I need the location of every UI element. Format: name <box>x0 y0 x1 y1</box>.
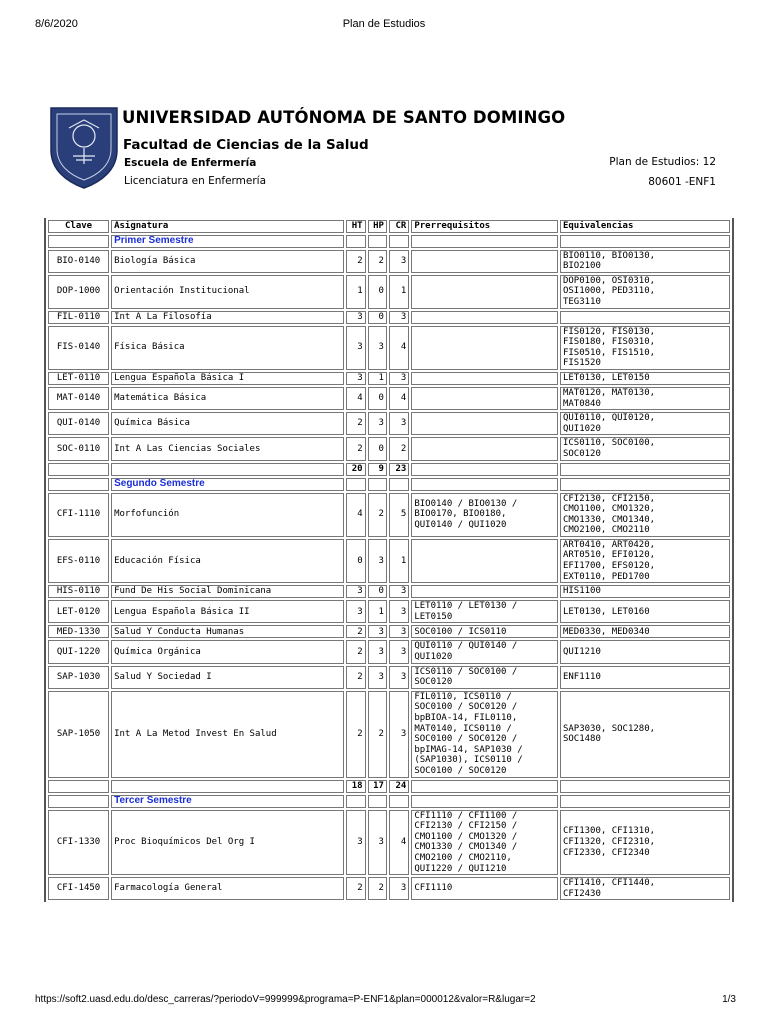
course-equiv <box>560 691 730 778</box>
course-prereq-line: QUI0110 / QUI0140 / <box>414 641 518 652</box>
course-name: Morfofunción <box>111 493 344 537</box>
course-cr: 3 <box>389 250 409 273</box>
course-equiv-line: DOP0100, OSI0310, <box>562 275 656 286</box>
course-equiv-line: QUI1210 <box>562 646 601 657</box>
course-prereq-line: CFI1110 / CFI1100 / <box>414 810 518 821</box>
course-prereq-line: ICS0110 / SOC0100 / <box>414 666 518 677</box>
header-ht: HT <box>346 220 365 233</box>
course-cr: 3 <box>389 311 409 324</box>
course-equiv <box>560 311 730 324</box>
course-prereq-line: CMO1100 / CMO1320 / <box>414 831 518 842</box>
course-ht: 2 <box>346 412 365 435</box>
table-row <box>48 311 730 324</box>
course-prereq-line: QUI1020 <box>414 652 453 663</box>
course-name: Física Básica <box>111 326 344 370</box>
course-code: CFI-1450 <box>48 877 109 900</box>
empty-cell <box>389 235 409 248</box>
course-equiv-line: BIO2100 <box>562 261 601 272</box>
course-equiv-line: CFI1410, CFI1440, <box>562 878 656 889</box>
empty-cell <box>111 463 344 476</box>
course-code: QUI-0140 <box>48 412 109 435</box>
program-name: Licenciatura en Enfermería <box>124 175 267 187</box>
course-equiv <box>560 625 730 638</box>
empty-cell <box>411 795 558 808</box>
header-prerrequisitos: Prerrequisitos <box>411 220 558 233</box>
course-code: SAP-1050 <box>48 691 109 778</box>
course-hp: 3 <box>368 539 387 583</box>
course-prereq <box>411 691 558 778</box>
course-equiv-line: EXT0110, PED1700 <box>562 571 650 582</box>
course-prereq-line: MAT0140, ICS0110 / <box>414 723 512 734</box>
course-equiv-line: SOC0120 <box>562 448 601 459</box>
course-equiv <box>560 493 730 537</box>
course-hp: 2 <box>368 250 387 273</box>
course-cr: 3 <box>389 585 409 598</box>
course-equiv-line: EFI1700, EFS0120, <box>562 561 656 572</box>
course-equiv <box>560 437 730 460</box>
course-cr: 4 <box>389 387 409 410</box>
empty-cell <box>48 478 109 491</box>
course-prereq-line: SOC0120 <box>414 677 453 688</box>
course-hp: 3 <box>368 810 387 876</box>
empty-cell <box>411 478 558 491</box>
course-code: SAP-1030 <box>48 666 109 689</box>
header-clave: Clave <box>48 220 109 233</box>
course-prereq <box>411 666 558 689</box>
total-cr: 24 <box>389 780 409 793</box>
course-hp: 0 <box>368 311 387 324</box>
course-prereq-line: LET0150 <box>414 611 453 622</box>
course-code: EFS-0110 <box>48 539 109 583</box>
header-cr: CR <box>389 220 409 233</box>
course-equiv-line: SAP3030, SOC1280, <box>562 723 656 734</box>
course-equiv-line: HIS1100 <box>562 586 601 597</box>
course-ht: 3 <box>346 311 365 324</box>
course-name: Lengua Española Básica II <box>111 600 344 623</box>
course-name: Fund De His Social Dominicana <box>111 585 344 598</box>
semester-total-row <box>48 463 730 476</box>
course-hp: 1 <box>368 600 387 623</box>
course-prereq <box>411 326 558 370</box>
course-ht: 1 <box>346 275 365 309</box>
course-ht: 4 <box>346 493 365 537</box>
table-row <box>48 600 730 623</box>
course-ht: 3 <box>346 600 365 623</box>
course-equiv-line: FIS1520 <box>562 358 601 369</box>
course-prereq <box>411 539 558 583</box>
course-hp: 3 <box>368 412 387 435</box>
course-prereq <box>411 625 558 638</box>
course-cr: 3 <box>389 877 409 900</box>
course-code: LET-0120 <box>48 600 109 623</box>
print-title: Plan de Estudios <box>342 18 426 30</box>
course-prereq <box>411 810 558 876</box>
empty-cell <box>346 235 365 248</box>
course-equiv <box>560 666 730 689</box>
table-row <box>48 275 730 309</box>
course-equiv-line: CFI2130, CFI2150, <box>562 493 656 504</box>
course-code: BIO-0140 <box>48 250 109 273</box>
course-ht: 3 <box>346 810 365 876</box>
table-header-row <box>48 220 730 233</box>
course-equiv-line: CMO1100, CMO1320, <box>562 504 656 515</box>
course-equiv-line: TEG3110 <box>562 296 601 307</box>
total-hp: 17 <box>368 780 387 793</box>
course-name: Química Básica <box>111 412 344 435</box>
course-equiv <box>560 810 730 876</box>
table-row <box>48 666 730 689</box>
empty-cell <box>48 780 109 793</box>
course-equiv <box>560 372 730 385</box>
course-prereq <box>411 600 558 623</box>
course-equiv-line: FIS0510, FIS1510, <box>562 347 656 358</box>
empty-cell <box>48 795 109 808</box>
course-code: SOC-0110 <box>48 437 109 460</box>
course-equiv-line: MAT0120, MAT0130, <box>562 387 656 398</box>
footer-url: https://soft2.uasd.edu.do/desc_carreras/?periodoV=999999&programa=P-ENF1&plan=000012&valor=R&lugar=2 <box>35 994 536 1005</box>
course-hp: 3 <box>368 666 387 689</box>
table-row <box>48 691 730 778</box>
course-equiv-line: CMO2100, CMO2110 <box>562 525 650 536</box>
course-ht: 2 <box>346 691 365 778</box>
course-prereq <box>411 493 558 537</box>
course-name: Educación Física <box>111 539 344 583</box>
course-equiv-line: CFI2430 <box>562 888 601 899</box>
table-row <box>48 437 730 460</box>
course-equiv-line: QUI1020 <box>562 423 601 434</box>
course-hp: 3 <box>368 625 387 638</box>
course-ht: 4 <box>346 387 365 410</box>
course-equiv <box>560 539 730 583</box>
university-seal-logo <box>47 104 121 190</box>
empty-cell <box>560 235 730 248</box>
course-prereq-line: bpIMAG-14, SAP1030 / <box>414 744 523 755</box>
semester-header-row <box>48 478 730 491</box>
course-equiv-line: ART0510, EFI0120, <box>562 550 656 561</box>
course-equiv <box>560 326 730 370</box>
course-hp: 3 <box>368 326 387 370</box>
course-hp: 2 <box>368 493 387 537</box>
empty-cell <box>411 780 558 793</box>
course-prereq-line: bpBIOA-14, FIL0110, <box>414 713 518 723</box>
course-equiv-line: MED0330, MED0340 <box>562 626 650 637</box>
course-prereq-line: CFI1110 <box>414 883 453 894</box>
curriculum-table-wrapper <box>44 218 734 902</box>
course-prereq <box>411 640 558 663</box>
course-equiv-line: CFI2330, CFI2340 <box>562 847 650 858</box>
course-ht: 2 <box>346 877 365 900</box>
course-equiv-line: LET0130, LET0160 <box>562 606 650 617</box>
empty-cell <box>411 463 558 476</box>
course-hp: 3 <box>368 640 387 663</box>
course-equiv-line: BIO0110, BIO0130, <box>562 250 656 261</box>
course-prereq <box>411 250 558 273</box>
empty-cell <box>560 463 730 476</box>
course-code: FIS-0140 <box>48 326 109 370</box>
course-code: MAT-0140 <box>48 387 109 410</box>
course-prereq-line: BIO0140 / BIO0130 / <box>414 498 518 509</box>
course-hp: 0 <box>368 275 387 309</box>
course-code: DOP-1000 <box>48 275 109 309</box>
course-cr: 3 <box>389 691 409 778</box>
course-equiv <box>560 250 730 273</box>
course-equiv <box>560 275 730 309</box>
university-name: UNIVERSIDAD AUTÓNOMA DE SANTO DOMINGO <box>122 108 566 127</box>
course-prereq-line: CMO1330 / CMO1340 / <box>414 842 518 853</box>
total-ht: 20 <box>346 463 365 476</box>
table-row <box>48 387 730 410</box>
course-prereq-line: BIO0170, BIO0180, <box>414 509 507 520</box>
total-cr: 23 <box>389 463 409 476</box>
course-equiv-line: ENF1110 <box>562 671 601 682</box>
course-name: Química Orgánica <box>111 640 344 663</box>
print-date: 8/6/2020 <box>35 18 78 30</box>
course-equiv-line: LET0130, LET0150 <box>562 373 650 384</box>
course-cr: 1 <box>389 275 409 309</box>
course-prereq-line: SOC0100 / ICS0110 <box>414 626 507 637</box>
course-name: Int A Las Ciencias Sociales <box>111 437 344 460</box>
curriculum-table <box>46 218 732 902</box>
semester-name: Tercer Semestre <box>111 795 344 808</box>
course-name: Matemática Básica <box>111 387 344 410</box>
course-code: HIS-0110 <box>48 585 109 598</box>
course-equiv-line: CFI1320, CFI2310, <box>562 837 656 848</box>
table-row <box>48 250 730 273</box>
course-equiv <box>560 412 730 435</box>
course-ht: 3 <box>346 326 365 370</box>
footer-page-number: 1/3 <box>722 994 736 1005</box>
table-row <box>48 625 730 638</box>
course-ht: 2 <box>346 437 365 460</box>
course-cr: 3 <box>389 625 409 638</box>
course-equiv-line: OSI1000, PED3110, <box>562 286 656 297</box>
empty-cell <box>560 780 730 793</box>
school-name: Escuela de Enfermería <box>124 157 257 169</box>
course-cr: 1 <box>389 539 409 583</box>
course-hp: 0 <box>368 387 387 410</box>
course-equiv-line: MAT0840 <box>562 398 601 409</box>
table-row <box>48 640 730 663</box>
table-row <box>48 493 730 537</box>
course-ht: 2 <box>346 640 365 663</box>
course-prereq <box>411 877 558 900</box>
course-code: CFI-1110 <box>48 493 109 537</box>
course-name: Farmacología General <box>111 877 344 900</box>
course-code: FIL-0110 <box>48 311 109 324</box>
table-row <box>48 810 730 876</box>
empty-cell <box>389 795 409 808</box>
empty-cell <box>560 795 730 808</box>
course-cr: 5 <box>389 493 409 537</box>
course-equiv-line: SOC1480 <box>562 734 601 745</box>
course-prereq-line: LET0110 / LET0130 / <box>414 601 518 612</box>
empty-cell <box>368 478 387 491</box>
course-equiv-line: QUI0110, QUI0120, <box>562 413 656 424</box>
course-prereq <box>411 311 558 324</box>
course-code: QUI-1220 <box>48 640 109 663</box>
course-cr: 4 <box>389 326 409 370</box>
empty-cell <box>346 478 365 491</box>
course-prereq <box>411 412 558 435</box>
empty-cell <box>560 478 730 491</box>
course-equiv <box>560 877 730 900</box>
course-ht: 2 <box>346 666 365 689</box>
semester-header-row <box>48 795 730 808</box>
table-row <box>48 877 730 900</box>
course-prereq-line: SOC0100 / SOC0120 <box>414 765 507 776</box>
course-name: Biología Básica <box>111 250 344 273</box>
semester-name: Primer Semestre <box>111 235 344 248</box>
table-row <box>48 412 730 435</box>
table-row <box>48 585 730 598</box>
course-hp: 0 <box>368 585 387 598</box>
course-name: Salud Y Sociedad I <box>111 666 344 689</box>
table-row <box>48 326 730 370</box>
course-prereq <box>411 372 558 385</box>
course-equiv <box>560 585 730 598</box>
course-name: Int A La Metod Invest En Salud <box>111 691 344 778</box>
course-ht: 2 <box>346 250 365 273</box>
empty-cell <box>48 235 109 248</box>
semester-name: Segundo Semestre <box>111 478 344 491</box>
empty-cell <box>346 795 365 808</box>
course-hp: 0 <box>368 437 387 460</box>
empty-cell <box>368 795 387 808</box>
total-ht: 18 <box>346 780 365 793</box>
empty-cell <box>111 780 344 793</box>
empty-cell <box>48 463 109 476</box>
course-equiv-line: FIS0180, FIS0310, <box>562 337 656 348</box>
course-hp: 2 <box>368 691 387 778</box>
course-cr: 3 <box>389 640 409 663</box>
course-equiv-line: ART0410, ART0420, <box>562 539 656 550</box>
course-name: Orientación Institucional <box>111 275 344 309</box>
course-name: Lengua Española Básica I <box>111 372 344 385</box>
course-prereq <box>411 585 558 598</box>
course-hp: 2 <box>368 877 387 900</box>
course-hp: 1 <box>368 372 387 385</box>
course-cr: 2 <box>389 437 409 460</box>
table-row <box>48 539 730 583</box>
course-prereq-line: (SAP1030), ICS0110 / <box>414 755 523 766</box>
empty-cell <box>411 235 558 248</box>
course-prereq-line: QUI1220 / QUI1210 <box>414 863 507 874</box>
header-asignatura: Asignatura <box>111 220 344 233</box>
total-hp: 9 <box>368 463 387 476</box>
table-row <box>48 372 730 385</box>
course-code: MED-1330 <box>48 625 109 638</box>
plan-number: Plan de Estudios: 12 <box>609 156 716 168</box>
course-cr: 3 <box>389 600 409 623</box>
course-cr: 3 <box>389 412 409 435</box>
course-prereq-line: FIL0110, ICS0110 / <box>414 691 512 702</box>
course-prereq-line: SOC0100 / SOC0120 / <box>414 702 518 713</box>
course-cr: 3 <box>389 666 409 689</box>
course-equiv-line: CMO1330, CMO1340, <box>562 514 656 525</box>
course-equiv <box>560 640 730 663</box>
course-prereq-line: QUI0140 / QUI1020 <box>414 519 507 530</box>
faculty-name: Facultad de Ciencias de la Salud <box>123 137 369 153</box>
course-equiv-line: CFI1300, CFI1310, <box>562 826 656 837</box>
course-name: Proc Bioquímicos Del Org I <box>111 810 344 876</box>
course-prereq <box>411 275 558 309</box>
course-cr: 4 <box>389 810 409 876</box>
course-equiv-line: ICS0110, SOC0100, <box>562 438 656 449</box>
semester-total-row <box>48 780 730 793</box>
course-prereq-line: SOC0100 / SOC0120 / <box>414 734 518 745</box>
course-code: CFI-1330 <box>48 810 109 876</box>
course-ht: 3 <box>346 585 365 598</box>
plan-code: 80601 -ENF1 <box>648 176 716 188</box>
header-equivalencias: Equivalencias <box>560 220 730 233</box>
course-code: LET-0110 <box>48 372 109 385</box>
course-name: Salud Y Conducta Humanas <box>111 625 344 638</box>
course-prereq-line: CMO2100 / CMO2110, <box>414 852 512 863</box>
course-equiv <box>560 600 730 623</box>
course-prereq-line: CFI2130 / CFI2150 / <box>414 821 518 832</box>
course-ht: 0 <box>346 539 365 583</box>
course-ht: 3 <box>346 372 365 385</box>
course-equiv <box>560 387 730 410</box>
course-name: Int A La Filosofía <box>111 311 344 324</box>
course-prereq <box>411 387 558 410</box>
course-ht: 2 <box>346 625 365 638</box>
empty-cell <box>368 235 387 248</box>
table-body <box>48 235 730 901</box>
course-prereq <box>411 437 558 460</box>
header-hp: HP <box>368 220 387 233</box>
course-equiv-line: FIS0120, FIS0130, <box>562 326 656 337</box>
course-cr: 3 <box>389 372 409 385</box>
semester-header-row <box>48 235 730 248</box>
empty-cell <box>389 478 409 491</box>
